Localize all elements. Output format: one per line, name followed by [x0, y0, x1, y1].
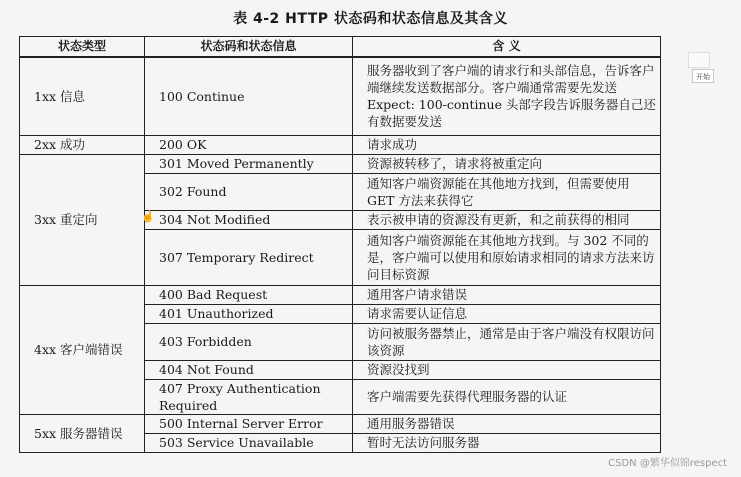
status-code-cell: 100 Continue [145, 57, 353, 135]
status-code-cell: 302 Found [145, 173, 353, 210]
status-code-cell: 400 Bad Request [145, 285, 353, 304]
header-status: 状态码和状态信息 [145, 37, 353, 58]
status-code-cell: 503 Service Unavailable [145, 433, 353, 452]
status-meaning-cell: 通用客户请求错误 [353, 285, 661, 304]
status-category-cell: 5xx 服务器错误 [20, 414, 145, 452]
status-meaning-cell: 请求成功 [353, 135, 661, 154]
status-meaning-cell: 资源被转移了，请求将被重定向 [353, 154, 661, 173]
watermark: CSDN @繁华似锦respect [608, 458, 727, 469]
table-row [20, 414, 661, 433]
header-meaning: 含 义 [353, 37, 661, 58]
status-category-cell: 3xx 重定向 [20, 154, 145, 285]
table-header-row [20, 37, 661, 58]
side-panel-thumb [688, 52, 710, 68]
start-button[interactable]: 开始 [692, 69, 714, 83]
status-meaning-cell: 访问被服务器禁止，通常是由于客户端没有权限访问该资源 [353, 323, 661, 360]
status-meaning-cell: 通知客户端资源能在其他地方找到，但需要使用 GET 方法来获得它 [353, 173, 661, 210]
status-code-cell: 200 OK [145, 135, 353, 154]
hand-cursor-icon: ☝ [141, 210, 155, 223]
status-code-cell: 404 Not Found [145, 360, 353, 379]
status-meaning-cell: 请求需要认证信息 [353, 304, 661, 323]
status-category-cell: 1xx 信息 [20, 57, 145, 135]
http-status-table [19, 36, 661, 453]
status-category-cell: 4xx 客户端错误 [20, 285, 145, 414]
status-meaning-cell: 暂时无法访问服务器 [353, 433, 661, 452]
status-code-cell: 304 Not Modified [145, 210, 353, 229]
status-code-cell: 307 Temporary Redirect [145, 229, 353, 285]
table-row [20, 285, 661, 304]
status-category-cell: 2xx 成功 [20, 135, 145, 154]
status-code-cell: 500 Internal Server Error [145, 414, 353, 433]
status-meaning-cell: 资源没找到 [353, 360, 661, 379]
status-code-cell: 301 Moved Permanently [145, 154, 353, 173]
status-meaning-cell: 客户端需要先获得代理服务器的认证 [353, 379, 661, 414]
table-body [20, 57, 661, 452]
status-code-cell: 403 Forbidden [145, 323, 353, 360]
status-meaning-cell: 通用服务器错误 [353, 414, 661, 433]
status-meaning-cell: 通知客户端资源能在其他地方找到。与 302 不同的是，客户端可以使用和原始请求相同的请求方法来访问目标资源 [353, 229, 661, 285]
status-code-cell: 407 Proxy Authentication Required [145, 379, 353, 414]
table-caption: 表 4-2 HTTP 状态码和状态信息及其含义 [233, 11, 508, 27]
status-code-cell: 401 Unauthorized [145, 304, 353, 323]
table-row [20, 154, 661, 173]
header-category: 状态类型 [20, 37, 145, 58]
status-meaning-cell: 表示被申请的资源没有更新，和之前获得的相同 [353, 210, 661, 229]
table-row [20, 57, 661, 135]
table-row [20, 135, 661, 154]
status-meaning-cell: 服务器收到了客户端的请求行和头部信息，告诉客户端继续发送数据部分。客户端通常需要先发送 Expect: 100-continue 头部字段告诉服务器自己还有数据要发送 [353, 57, 661, 135]
